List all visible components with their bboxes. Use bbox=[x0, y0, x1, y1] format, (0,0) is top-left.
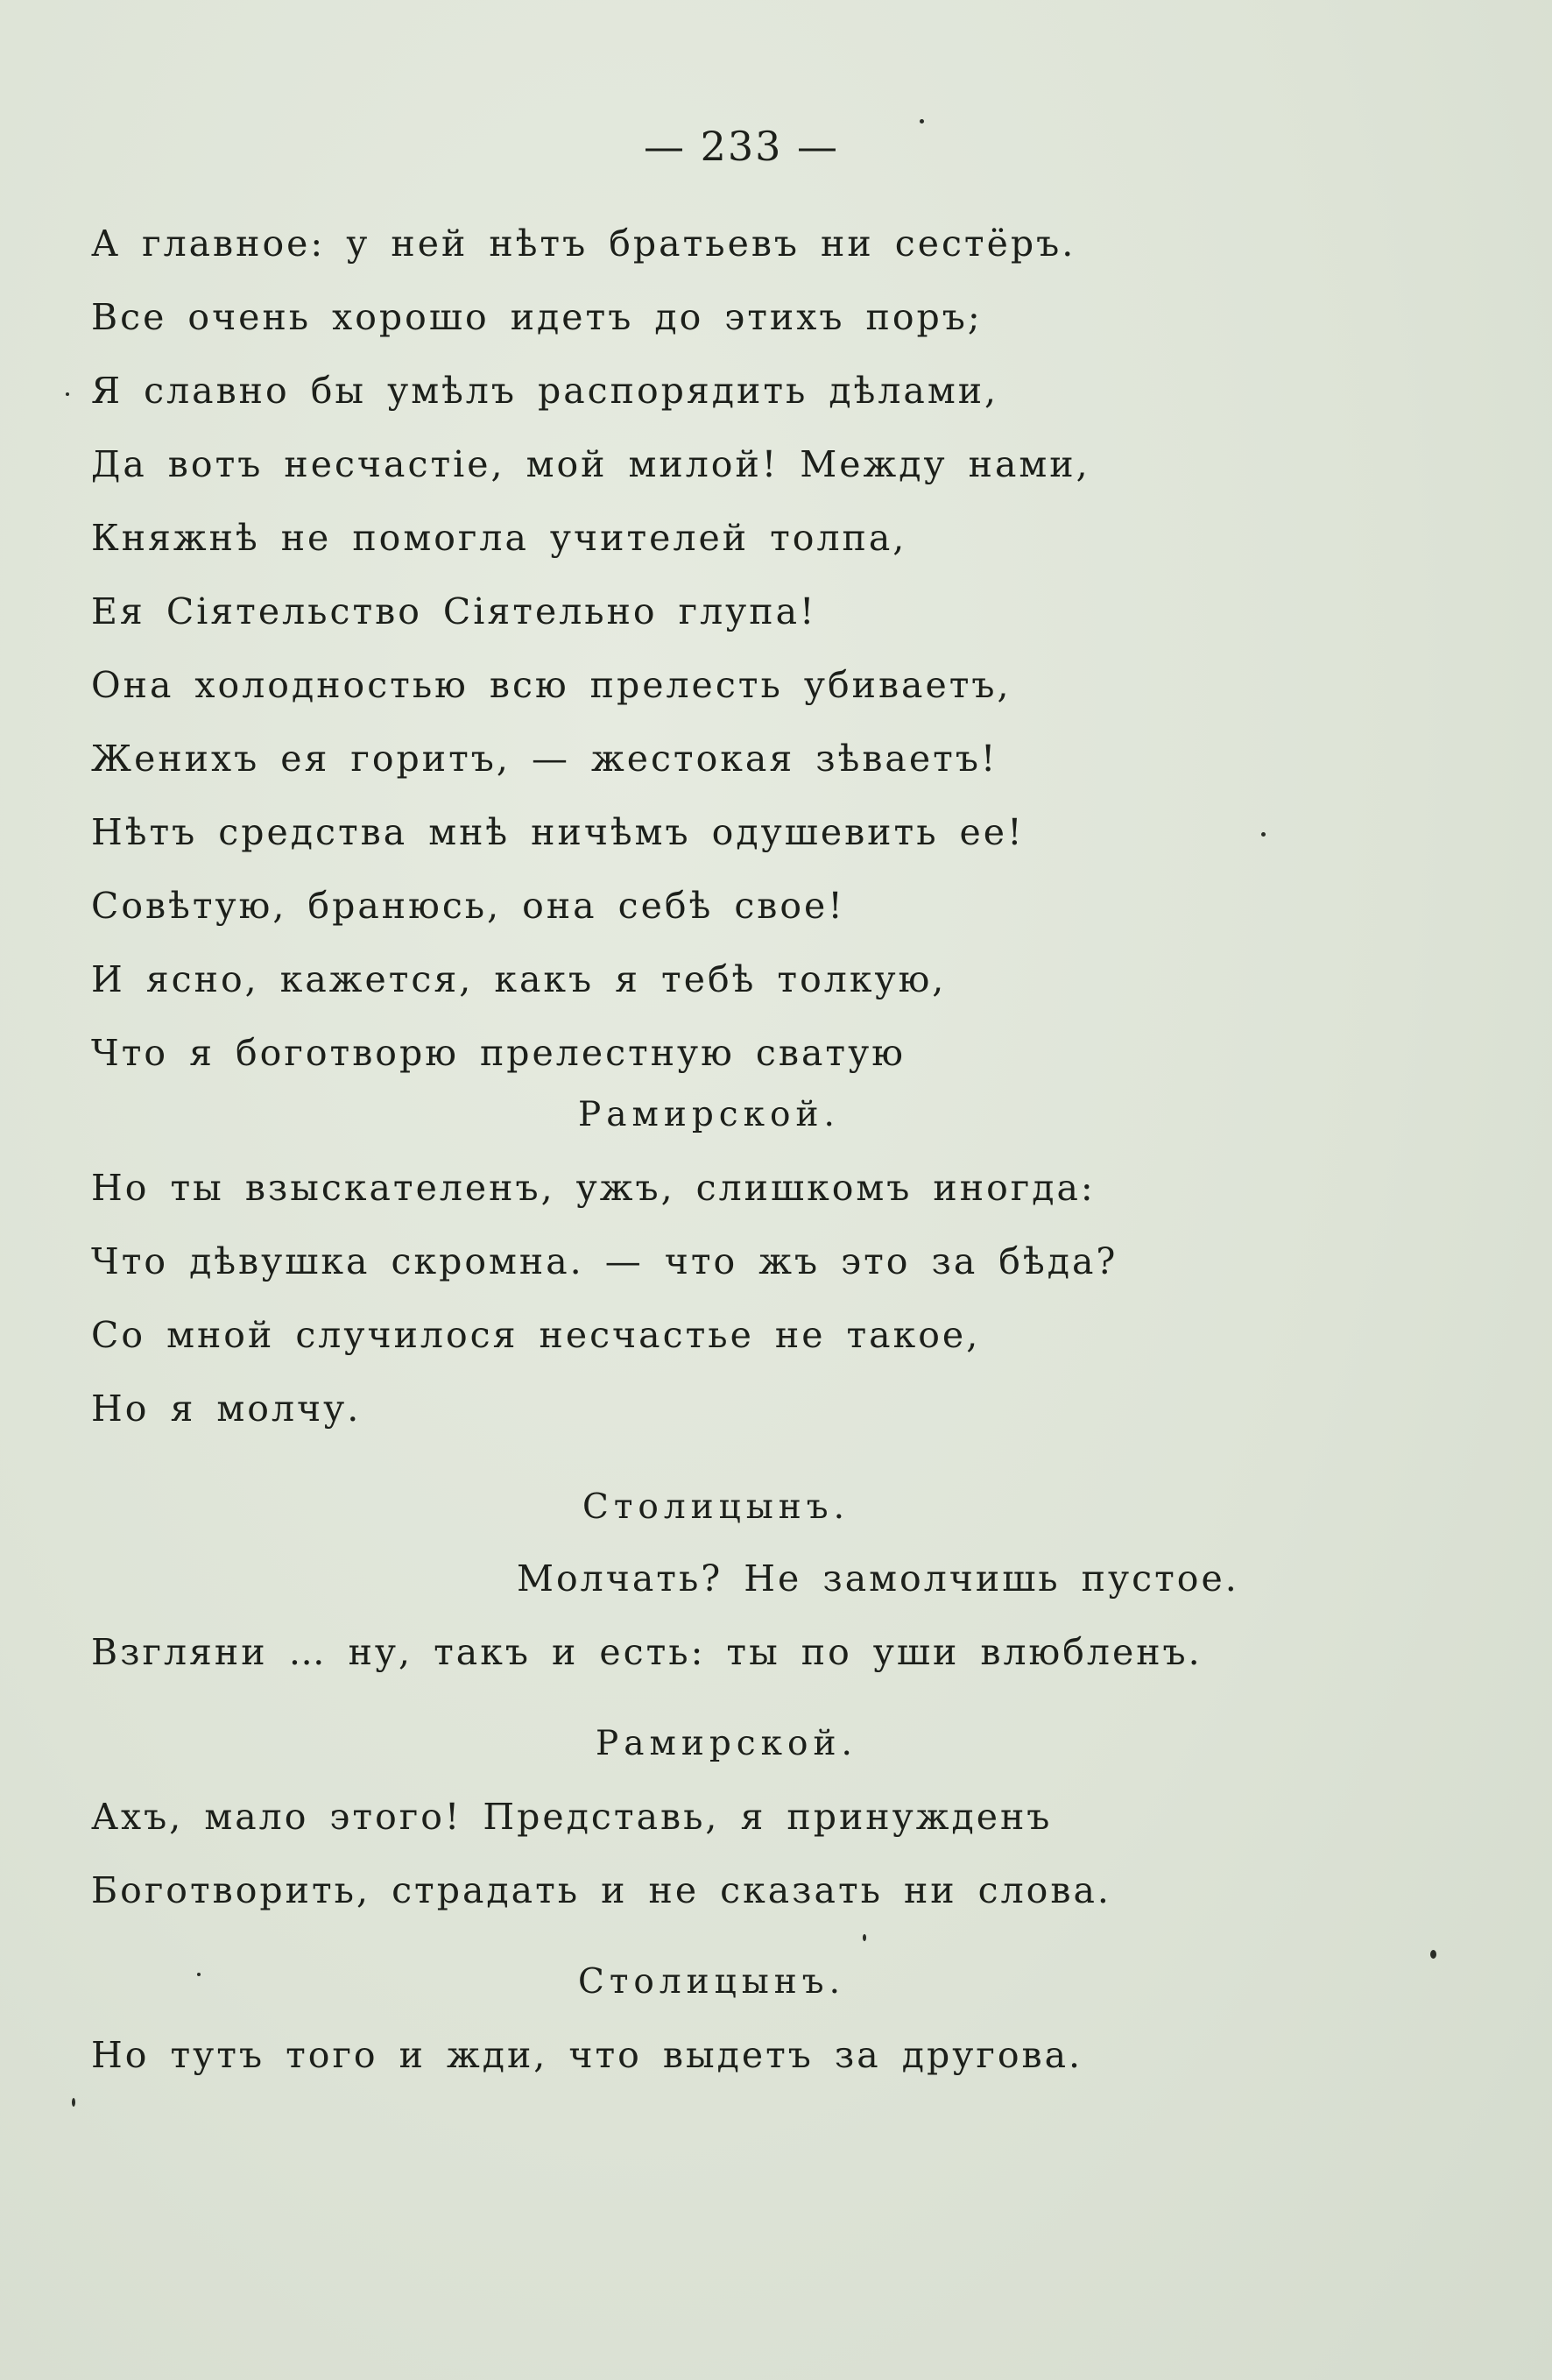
ink-speck bbox=[72, 2098, 75, 2107]
verse-line: Но я молчу. bbox=[91, 1388, 362, 1430]
verse-line: Что дѣвушка скромна. — что жъ это за бѣда? bbox=[91, 1240, 1118, 1282]
verse-line: Все очень хорошо идетъ до этихъ поръ; bbox=[91, 296, 983, 338]
page-number: — 233 — bbox=[644, 123, 840, 170]
verse-line: Что я боготворю прелестную сватую bbox=[91, 1032, 906, 1074]
speaker-name: Столицынъ. bbox=[578, 1962, 845, 2002]
ink-speck bbox=[66, 392, 69, 396]
verse-line: И ясно, кажется, какъ я тебѣ толкую, bbox=[91, 958, 947, 1000]
verse-line-indented: Молчать? Не замолчишь пустое. bbox=[517, 1557, 1239, 1600]
verse-line: Княжнѣ не помогла учителей толпа, bbox=[91, 517, 907, 559]
verse-line: Взгляни … ну, такъ и есть: ты по уши влюбленъ. bbox=[91, 1631, 1203, 1673]
verse-line: Да вотъ несчастіе, мой милой! Между нами, bbox=[91, 443, 1090, 485]
speaker-name: Столицынъ. bbox=[582, 1487, 850, 1527]
verse-line: Она холодностью всю прелесть убиваетъ, bbox=[91, 664, 1012, 706]
verse-line: Ея Сіятельство Сіятельно глупа! bbox=[91, 590, 817, 632]
verse-line: Совѣтую, бранюсь, она себѣ свое! bbox=[91, 885, 845, 927]
verse-line: А главное: у ней нѣтъ братьевъ ни сестёръ. bbox=[91, 222, 1076, 265]
verse-line: Со мной случилося несчастье не такое, bbox=[91, 1314, 981, 1356]
verse-line: Боготворить, страдать и не сказать ни слова. bbox=[91, 1869, 1111, 1911]
ink-speck bbox=[1430, 1950, 1436, 1959]
ink-speck bbox=[1261, 832, 1266, 837]
speaker-name: Рамирской. bbox=[578, 1095, 840, 1134]
speaker-name: Рамирской. bbox=[596, 1724, 857, 1763]
verse-line: Ахъ, мало этого! Представь, я принужденъ bbox=[91, 1796, 1053, 1838]
verse-line: Женихъ ея горитъ, — жестокая зѣваетъ! bbox=[91, 738, 998, 780]
verse-line: Нѣтъ средства мнѣ ничѣмъ одушевить ее! bbox=[91, 811, 1025, 853]
verse-line: Я славно бы умѣлъ распорядить дѣлами, bbox=[91, 370, 999, 412]
ink-speck bbox=[863, 1934, 866, 1941]
verse-line: Но ты взыскателенъ, ужъ, слишкомъ иногда: bbox=[91, 1167, 1096, 1209]
verse-line: Но тутъ того и жди, что выдетъ за другова. bbox=[91, 2034, 1083, 2076]
ink-speck bbox=[197, 1973, 201, 1976]
ink-speck bbox=[920, 119, 924, 124]
